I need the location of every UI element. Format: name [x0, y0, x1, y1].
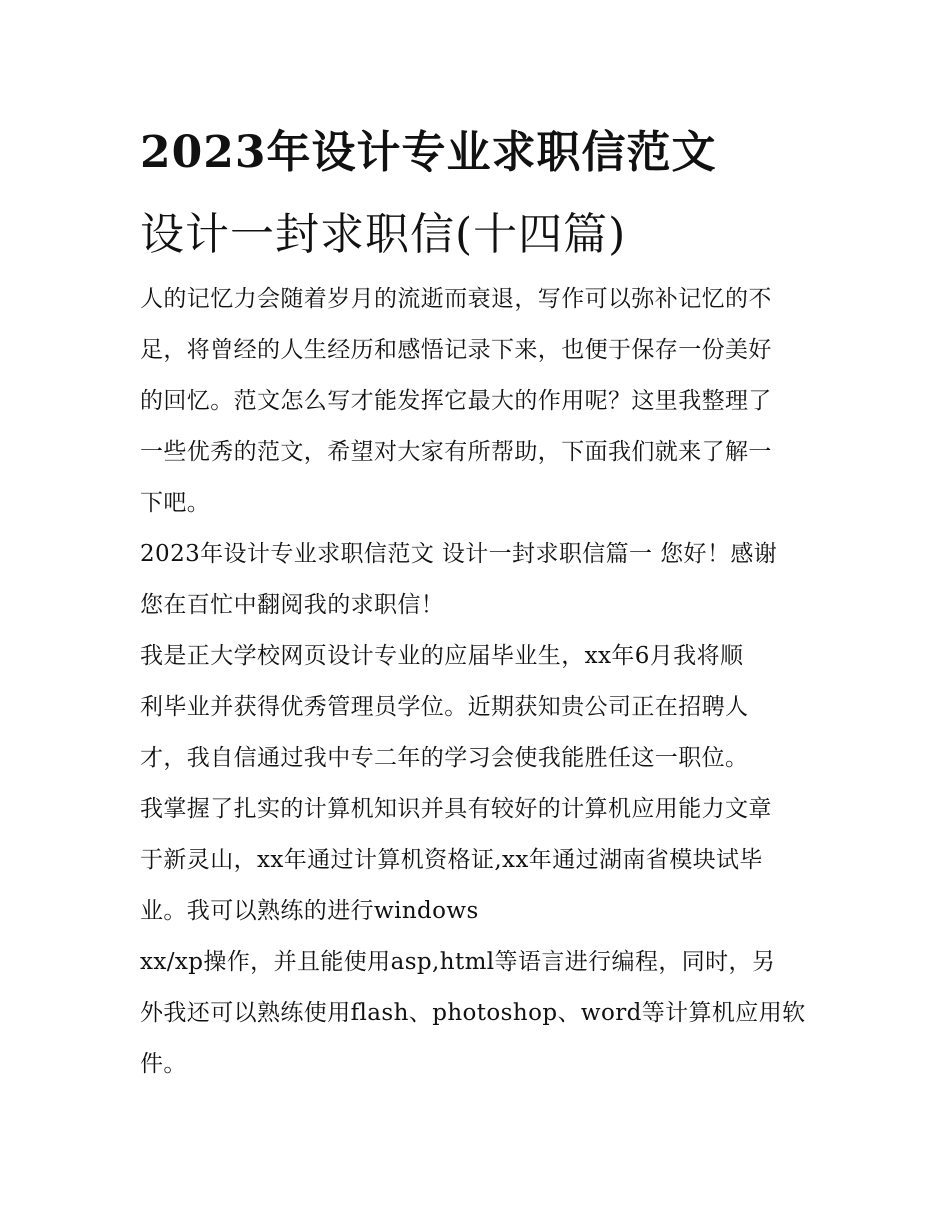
text-line: 一些优秀的范文，希望对大家有所帮助，下面我们就来了解一	[140, 439, 772, 465]
title-line-2: 设计一封求职信(十四篇)	[140, 209, 627, 260]
text-line: 我是正大学校网页设计专业的应届毕业生，xx年6月我将顺	[140, 643, 744, 669]
text-line: 的回忆。范文怎么写才能发挥它最大的作用呢？这里我整理了	[140, 388, 772, 414]
paragraph-intro	[140, 274, 812, 529]
text-line: 利毕业并获得优秀管理员学位。近期获知贵公司正在招聘人	[140, 694, 749, 720]
paragraph-greeting	[140, 529, 812, 631]
text-line: 2023年设计专业求职信范文 设计一封求职信篇一 您好！感谢	[140, 541, 778, 567]
text-line: 您在百忙中翻阅我的求职信！	[140, 592, 445, 618]
text-line: 才，我自信通过我中专二年的学习会使我能胜任这一职位。	[140, 745, 749, 771]
text-line: 业。我可以熟练的进行windows	[140, 898, 479, 924]
document-body	[140, 274, 812, 1090]
paragraph-skills	[140, 784, 812, 937]
paragraph-software	[140, 937, 812, 1090]
text-line: 人的记忆力会随着岁月的流逝而衰退，写作可以弥补记忆的不	[140, 286, 772, 312]
text-line: 件。	[140, 1051, 187, 1077]
text-line: 足，将曾经的人生经历和感悟记录下来，也便于保存一份美好	[140, 337, 772, 363]
text-line: xx/xp操作，并且能使用asp,html等语言进行编程，同时，另	[140, 949, 776, 975]
paragraph-introduction	[140, 631, 812, 784]
text-line: 下吧。	[140, 490, 211, 516]
text-line: 我掌握了扎实的计算机知识并具有较好的计算机应用能力文章	[140, 796, 772, 822]
title-line-1: 2023年设计专业求职信范文	[140, 127, 717, 178]
text-line: 外我还可以熟练使用flash、photoshop、word等计算机应用软	[140, 1000, 806, 1026]
document-title	[140, 112, 820, 276]
text-line: 于新灵山，xx年通过计算机资格证,xx年通过湖南省模块试毕	[140, 847, 763, 873]
